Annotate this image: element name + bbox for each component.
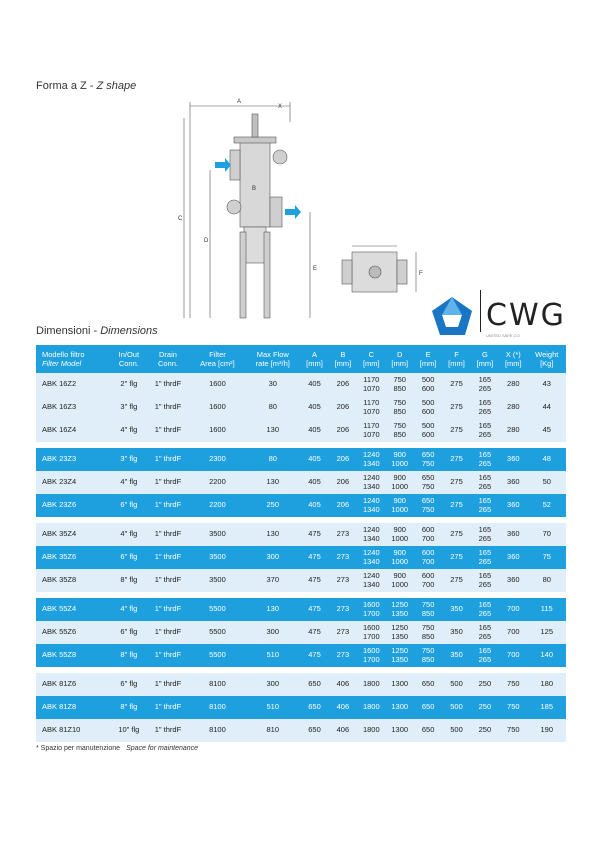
table-cell: 1" thrdF — [146, 546, 189, 569]
table-cell: 475 — [300, 621, 328, 644]
table-cell: 1300 — [386, 719, 414, 742]
table-cell: 206 — [329, 448, 357, 471]
table-header-cell: C [mm] — [357, 345, 385, 373]
table-cell: 1" thrdF — [146, 494, 189, 517]
table-cell: 273 — [329, 523, 357, 546]
table-row — [36, 471, 566, 494]
table-cell: 406 — [329, 673, 357, 696]
logo-subtext: UNITED SAFE CO. — [486, 333, 521, 338]
table-row — [36, 598, 566, 621]
table-cell: 1" thrdF — [146, 471, 189, 494]
table-cell: 1600 1700 — [357, 598, 385, 621]
table-cell: 75 — [527, 546, 566, 569]
table-cell: 900 1000 — [386, 471, 414, 494]
table-cell: 405 — [300, 471, 328, 494]
table-cell: 650 750 — [414, 494, 442, 517]
table-header-cell: In/Out Conn. — [111, 345, 146, 373]
table-cell: 48 — [527, 448, 566, 471]
table-cell: 190 — [527, 719, 566, 742]
table-cell: 8100 — [190, 696, 246, 719]
table-cell: ABK 35Z4 — [36, 523, 111, 546]
table-cell: 650 750 — [414, 471, 442, 494]
table-cell: 510 — [245, 696, 300, 719]
table-cell: 1" thrdF — [146, 644, 189, 667]
table-cell: 475 — [300, 598, 328, 621]
table-cell: 405 — [300, 448, 328, 471]
table-cell: ABK 55Z4 — [36, 598, 111, 621]
table-row — [36, 644, 566, 667]
table-cell: 650 — [414, 696, 442, 719]
table-cell: 6" flg — [111, 673, 146, 696]
table-row — [36, 523, 566, 546]
table-cell: 750 850 — [386, 373, 414, 396]
table-cell: 1" thrdF — [146, 598, 189, 621]
table-cell: 1240 1340 — [357, 448, 385, 471]
table-cell: 300 — [245, 673, 300, 696]
table-cell: 360 — [499, 523, 527, 546]
table-cell: 350 — [442, 644, 470, 667]
dim-label-d: D — [204, 238, 209, 244]
table-row — [36, 494, 566, 517]
table-cell: 206 — [329, 373, 357, 396]
table-cell: 115 — [527, 598, 566, 621]
table-cell: 1600 — [190, 396, 246, 419]
table-cell: 8" flg — [111, 696, 146, 719]
table-cell: 180 — [527, 673, 566, 696]
table-cell: 165 265 — [471, 569, 499, 592]
table-cell: ABK 35Z6 — [36, 546, 111, 569]
table-cell: 130 — [245, 523, 300, 546]
table-cell: 273 — [329, 569, 357, 592]
table-cell: 165 265 — [471, 396, 499, 419]
table-header-cell: Filter Area [cm²] — [190, 345, 246, 373]
table-cell: 6" flg — [111, 546, 146, 569]
table-cell: 500 — [442, 719, 470, 742]
table-cell: 2" flg — [111, 373, 146, 396]
table-cell: 275 — [442, 494, 470, 517]
table-header-cell: Drain Conn. — [146, 345, 189, 373]
table-cell: 165 265 — [471, 471, 499, 494]
table-header-cell: Max Flow rate [m³/h] — [245, 345, 300, 373]
table-cell: 300 — [245, 546, 300, 569]
table-cell: 1600 1700 — [357, 621, 385, 644]
table-cell: ABK 81Z8 — [36, 696, 111, 719]
table-cell: 500 — [442, 673, 470, 696]
table-cell: 360 — [499, 448, 527, 471]
table-cell: 370 — [245, 569, 300, 592]
table-cell: 1" thrdF — [146, 448, 189, 471]
table-cell: 275 — [442, 448, 470, 471]
table-cell: ABK 23Z3 — [36, 448, 111, 471]
table-cell: 80 — [245, 396, 300, 419]
shape-title: Forma a Z - Z shape — [36, 80, 137, 92]
table-cell: 475 — [300, 523, 328, 546]
table-cell: 500 600 — [414, 396, 442, 419]
dim-label-a: A — [237, 99, 242, 105]
table-cell: 1" thrdF — [146, 523, 189, 546]
table-cell: 405 — [300, 494, 328, 517]
table-body — [36, 373, 566, 742]
table-cell: 600 700 — [414, 569, 442, 592]
table-cell: 500 600 — [414, 419, 442, 442]
table-header-cell: F [mm] — [442, 345, 470, 373]
table-cell: 350 — [442, 621, 470, 644]
table-cell: 1240 1340 — [357, 546, 385, 569]
table-cell: 900 1000 — [386, 569, 414, 592]
table-cell: 510 — [245, 644, 300, 667]
table-cell: 3500 — [190, 523, 246, 546]
table-cell: 360 — [499, 494, 527, 517]
table-cell: 80 — [245, 448, 300, 471]
dimensions-table — [36, 345, 566, 742]
table-cell: 650 — [414, 673, 442, 696]
dim-label-x: X — [278, 104, 283, 110]
table-cell: 5500 — [190, 644, 246, 667]
table-cell: 250 — [471, 673, 499, 696]
table-cell: 4" flg — [111, 471, 146, 494]
table-cell: 3" flg — [111, 396, 146, 419]
table-cell: 1600 1700 — [357, 644, 385, 667]
table-cell: 280 — [499, 419, 527, 442]
table-cell: ABK 16Z2 — [36, 373, 111, 396]
table-cell: 500 600 — [414, 373, 442, 396]
table-cell: 600 700 — [414, 523, 442, 546]
table-cell: 140 — [527, 644, 566, 667]
table-cell: 250 — [245, 494, 300, 517]
table-cell: 273 — [329, 644, 357, 667]
table-cell: 750 850 — [386, 419, 414, 442]
table-cell: 6" flg — [111, 494, 146, 517]
table-cell: 43 — [527, 373, 566, 396]
table-cell: 1600 — [190, 373, 246, 396]
table-cell: 2200 — [190, 471, 246, 494]
dimensions-title-it: Dimensioni — [36, 325, 91, 337]
table-cell: ABK 55Z6 — [36, 621, 111, 644]
footnote-it: * Spazio per manutenzione — [36, 745, 121, 752]
table-cell: 650 — [300, 696, 328, 719]
footnote — [36, 745, 198, 752]
table-cell: 275 — [442, 569, 470, 592]
table-cell: ABK 16Z4 — [36, 419, 111, 442]
table-cell: 360 — [499, 569, 527, 592]
table-cell: 275 — [442, 419, 470, 442]
table-cell: 280 — [499, 373, 527, 396]
table-header-row — [36, 345, 566, 373]
table-cell: ABK 81Z10 — [36, 719, 111, 742]
table-cell: 406 — [329, 696, 357, 719]
table-cell: 1240 1340 — [357, 471, 385, 494]
table-cell: 52 — [527, 494, 566, 517]
table-cell: 1" thrdF — [146, 373, 189, 396]
dim-label-b: B — [252, 186, 257, 192]
table-cell: 280 — [499, 396, 527, 419]
table-cell: 250 — [471, 696, 499, 719]
table-cell: 750 — [499, 719, 527, 742]
table-cell: 1800 — [357, 696, 385, 719]
table-cell: 5500 — [190, 621, 246, 644]
table-cell: ABK 23Z6 — [36, 494, 111, 517]
table-cell: 8" flg — [111, 644, 146, 667]
table-cell: 1600 — [190, 419, 246, 442]
table-cell: 650 — [414, 719, 442, 742]
table-cell: 8" flg — [111, 569, 146, 592]
table-cell: 50 — [527, 471, 566, 494]
table-header-cell: Modello filtro Filter Model — [36, 345, 111, 373]
table-cell: ABK 81Z6 — [36, 673, 111, 696]
table-cell: 700 — [499, 621, 527, 644]
table-cell: 900 1000 — [386, 546, 414, 569]
table-cell: 1" thrdF — [146, 673, 189, 696]
table-cell: 5500 — [190, 598, 246, 621]
table-header-cell: D [mm] — [386, 345, 414, 373]
table-cell: 900 1000 — [386, 523, 414, 546]
table-cell: 475 — [300, 644, 328, 667]
dimensions-title: Dimensioni - Dimensions — [36, 325, 158, 337]
table-cell: 165 265 — [471, 373, 499, 396]
table-cell: 406 — [329, 719, 357, 742]
table-cell: 1250 1350 — [386, 644, 414, 667]
table-cell: 80 — [527, 569, 566, 592]
table-cell: 650 — [300, 673, 328, 696]
table-cell: 165 265 — [471, 448, 499, 471]
table-row — [36, 719, 566, 742]
shape-title-en: Z shape — [96, 80, 137, 92]
table-cell: ABK 55Z8 — [36, 644, 111, 667]
table-cell: 206 — [329, 396, 357, 419]
table-cell: 6" flg — [111, 621, 146, 644]
table-cell: 300 — [245, 621, 300, 644]
table-cell: 360 — [499, 546, 527, 569]
table-row — [36, 396, 566, 419]
table-cell: 30 — [245, 373, 300, 396]
table-cell: 1170 1070 — [357, 419, 385, 442]
table-cell: 165 265 — [471, 598, 499, 621]
table-cell: 1240 1340 — [357, 523, 385, 546]
table-cell: 275 — [442, 396, 470, 419]
dim-label-c: C — [178, 216, 183, 222]
table-cell: 1" thrdF — [146, 696, 189, 719]
table-cell: 165 265 — [471, 419, 499, 442]
table-header-cell: Weight [Kg] — [527, 345, 566, 373]
table-cell: 10" flg — [111, 719, 146, 742]
table-cell: 360 — [499, 471, 527, 494]
table-row — [36, 546, 566, 569]
table-cell: 810 — [245, 719, 300, 742]
table-cell: 750 850 — [414, 621, 442, 644]
table-cell: 130 — [245, 419, 300, 442]
table-cell: 275 — [442, 523, 470, 546]
table-row — [36, 621, 566, 644]
table-cell: 475 — [300, 569, 328, 592]
shape-title-it: Forma a Z — [36, 80, 87, 92]
table-header-cell: A [mm] — [300, 345, 328, 373]
logo-divider — [480, 290, 481, 332]
table-cell: 70 — [527, 523, 566, 546]
table-cell: 750 850 — [414, 598, 442, 621]
table-cell: 1" thrdF — [146, 419, 189, 442]
table-cell: 1170 1070 — [357, 396, 385, 419]
table-cell: 2200 — [190, 494, 246, 517]
table-cell: 1" thrdF — [146, 569, 189, 592]
logo-text: CWG — [486, 298, 566, 333]
table-cell: 250 — [471, 719, 499, 742]
table-cell: 1" thrdF — [146, 396, 189, 419]
table-cell: 900 1000 — [386, 448, 414, 471]
table-cell: 206 — [329, 494, 357, 517]
table-cell: 45 — [527, 419, 566, 442]
table-cell: 165 265 — [471, 546, 499, 569]
table-cell: 165 265 — [471, 494, 499, 517]
table-cell: 700 — [499, 598, 527, 621]
dim-label-e: E — [313, 266, 318, 272]
table-row — [36, 448, 566, 471]
table-cell: 500 — [442, 696, 470, 719]
table-cell: 1" thrdF — [146, 621, 189, 644]
table-cell: 1800 — [357, 673, 385, 696]
table-cell: 165 265 — [471, 644, 499, 667]
table-row — [36, 673, 566, 696]
table-row — [36, 569, 566, 592]
table-cell: 750 — [499, 673, 527, 696]
table-cell: 1300 — [386, 673, 414, 696]
table-cell: 1" thrdF — [146, 719, 189, 742]
table-cell: 4" flg — [111, 598, 146, 621]
table-cell: 165 265 — [471, 621, 499, 644]
table-row — [36, 419, 566, 442]
table-row — [36, 696, 566, 719]
table-cell: 273 — [329, 546, 357, 569]
table-cell: 3" flg — [111, 448, 146, 471]
table-row — [36, 373, 566, 396]
table-cell: 275 — [442, 546, 470, 569]
table-cell: 1250 1350 — [386, 621, 414, 644]
table-header-cell: X (*) [mm] — [499, 345, 527, 373]
table-cell: 275 — [442, 373, 470, 396]
table-cell: 750 — [499, 696, 527, 719]
table-cell: 125 — [527, 621, 566, 644]
table-cell: 130 — [245, 598, 300, 621]
table-cell: 4" flg — [111, 523, 146, 546]
table-header-cell: E [mm] — [414, 345, 442, 373]
table-cell: 350 — [442, 598, 470, 621]
table-cell: 1240 1340 — [357, 494, 385, 517]
table-cell: 8100 — [190, 673, 246, 696]
table-cell: 405 — [300, 419, 328, 442]
table-cell: 275 — [442, 471, 470, 494]
table-header-cell: B [mm] — [329, 345, 357, 373]
table-cell: 900 1000 — [386, 494, 414, 517]
table-cell: 8100 — [190, 719, 246, 742]
table-cell: 273 — [329, 598, 357, 621]
table-cell: 130 — [245, 471, 300, 494]
table-cell: 600 700 — [414, 546, 442, 569]
table-cell: 1170 1070 — [357, 373, 385, 396]
table-cell: 185 — [527, 696, 566, 719]
table-cell: 3500 — [190, 546, 246, 569]
filter-technical-drawing — [170, 92, 440, 322]
table-cell: 750 850 — [386, 396, 414, 419]
table-cell: 650 750 — [414, 448, 442, 471]
table-cell: 650 — [300, 719, 328, 742]
logo-mark-icon — [430, 295, 475, 340]
table-cell: 405 — [300, 373, 328, 396]
table-cell: 3500 — [190, 569, 246, 592]
table-cell: 750 850 — [414, 644, 442, 667]
table-cell: 1240 1340 — [357, 569, 385, 592]
table-cell: 1800 — [357, 719, 385, 742]
table-cell: 165 265 — [471, 523, 499, 546]
dim-label-f: F — [419, 271, 423, 277]
table-cell: ABK 23Z4 — [36, 471, 111, 494]
table-cell: 475 — [300, 546, 328, 569]
table-cell: 4" flg — [111, 419, 146, 442]
table-header-cell: G [mm] — [471, 345, 499, 373]
table-cell: ABK 35Z8 — [36, 569, 111, 592]
table-cell: 206 — [329, 419, 357, 442]
table-cell: 2300 — [190, 448, 246, 471]
table-cell: 405 — [300, 396, 328, 419]
table-cell: 273 — [329, 621, 357, 644]
table-cell: 1300 — [386, 696, 414, 719]
table-cell: 700 — [499, 644, 527, 667]
table-cell: 1250 1350 — [386, 598, 414, 621]
table-cell: ABK 16Z3 — [36, 396, 111, 419]
footnote-en: Space for maintenance — [126, 745, 199, 752]
table-cell: 206 — [329, 471, 357, 494]
dimensions-title-en: Dimensions — [100, 325, 158, 337]
table-cell: 44 — [527, 396, 566, 419]
